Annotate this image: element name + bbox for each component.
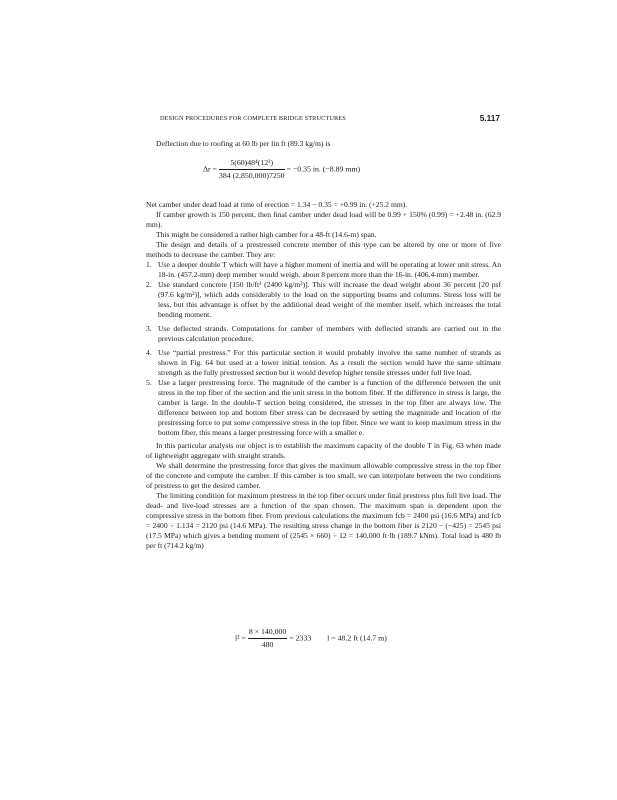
equation-denominator: 384 (2,850,000)7250	[218, 171, 285, 180]
header-title: DESIGN PROCEDURES FOR COMPLETE BRIDGE STRUCTURES	[160, 115, 346, 122]
paragraph: We shall determine the prestressing force that gives the maximum allowable compressive stress in the top fiber of the concrete and compute the camber. If this camber is too small, we can interpolate between the two conditions of prestress to get the desired camber.	[146, 461, 501, 490]
list-item: 5. Use a larger prestressing force. The magnitude of the camber is a function of the difference between the unit stress in the top fiber of the section and the unit stress in the bottom fiber. If the difference in stress is large, the camber is large. In the double-T section being considered, the stresses in the top fiber are always low. The difference between top and bottom fiber stress can be decreased by setting the magnitude and location of the prestressing force to put some compressive stress in the top fiber. Since we want to keep maximum stress in the bottom fiber, this means a larger prestressing force with a smaller e.	[146, 378, 501, 437]
paragraph: If camber growth is 150 percent, then final camber under dead load will be 0.99 + 150% (0.99) = +2.48 in. (62.9 mm).	[146, 210, 501, 229]
intro-paragraph: Deflection due to roofing at 60 lb per lin ft (89.3 kg/m) is	[156, 139, 331, 148]
list-item: 1. Use a deeper double T which will have a higher moment of inertia and will be operating at lower unit stress. An 18-in. (457.2-mm) deep member would weigh. about 8 percent more than the 16-in. (406.4-mm) member.	[146, 260, 501, 279]
equation-rhs: = −0.35 in. (−8.89 mm)	[286, 164, 361, 174]
equation-numerator: 5(60)48⁴(12³)	[219, 158, 285, 170]
equation-lhs: Δr =	[203, 164, 217, 174]
equation-denominator: 480	[261, 640, 274, 649]
running-header	[160, 114, 500, 124]
list-item: 2. Use standard concrete [150 lb/ft³ (2400 kg/m³)]. This will increase the dead weight about 36 percent [20 psf (97.6 kg/m²)], which adds considerably to the load on the supporting beams and columns. Stress loss will be less, but this advantage is offset by the additional dead weight of the member itself, which increases the total bending moment.	[146, 280, 501, 319]
equation-fraction	[219, 158, 285, 181]
equation-fraction	[248, 627, 288, 650]
equation-numerator: 8 × 140,000	[248, 627, 288, 639]
paragraph: In this particular analysis our object is to establish the maximum capacity of the double T in Fig. 63 when made of lightweight aggregate with straight strands.	[146, 441, 501, 460]
equation-result: l = 48.2 ft (14.7 m)	[327, 633, 387, 643]
page-number: 5.117	[479, 113, 500, 123]
paragraph: This might be considered a rather high camber for a 48-ft (14.6-m) span.	[156, 230, 377, 239]
body-section-a	[146, 200, 501, 551]
equation-lhs: l² =	[235, 633, 246, 643]
equation-deflection	[203, 158, 360, 181]
equation-rhs: = 2333	[289, 633, 312, 643]
camber-methods-list	[146, 260, 501, 438]
list-item: 3. Use deflected strands. Computations for camber of members with deflected strands are carried out in the previous calculation procedure.	[146, 324, 501, 343]
intro-text	[146, 139, 501, 149]
paragraph: Net camber under dead load at time of erection = 1.34 − 0.35 = +0.99 in. (+25.2 mm).	[146, 200, 408, 209]
paragraph: The design and details of a prestressed concrete member of this type can be altered by one or more of five methods to decrease the camber. They are:	[146, 240, 501, 259]
list-item: 4. Use “partial prestress.” For this particular section it would probably involve the same number of strands as shown in Fig. 64 but used at a lower initial tension. As a result the section would have the same ultimate strength as the fully prestressed section but it would develop higher tensile stresses under full live load.	[146, 348, 501, 377]
paragraph: The limiting condition for maximum prestress in the top fiber occurs under final prestress plus full live load. The dead- and live-load stresses are a function of the span chosen. The maximum span is dependent upon the compressive stress in the bottom fiber. From previous calculations the maximum fcb = 2400 psi (16.6 MPa) and fcb = 2400 ÷ 1.134 = 2120 psi (14.6 MPa). The resulting stress change in the bottom fiber is 2120 − (−425) = 2545 psi (17.5 MPa) which gives a bending moment of (2545 × 660) ÷ 12 = 140,000 ft·lb (189.7 kNm). Total load is 480 lb per ft (714.2 kg/m)	[146, 491, 501, 550]
equation-span	[235, 627, 387, 650]
